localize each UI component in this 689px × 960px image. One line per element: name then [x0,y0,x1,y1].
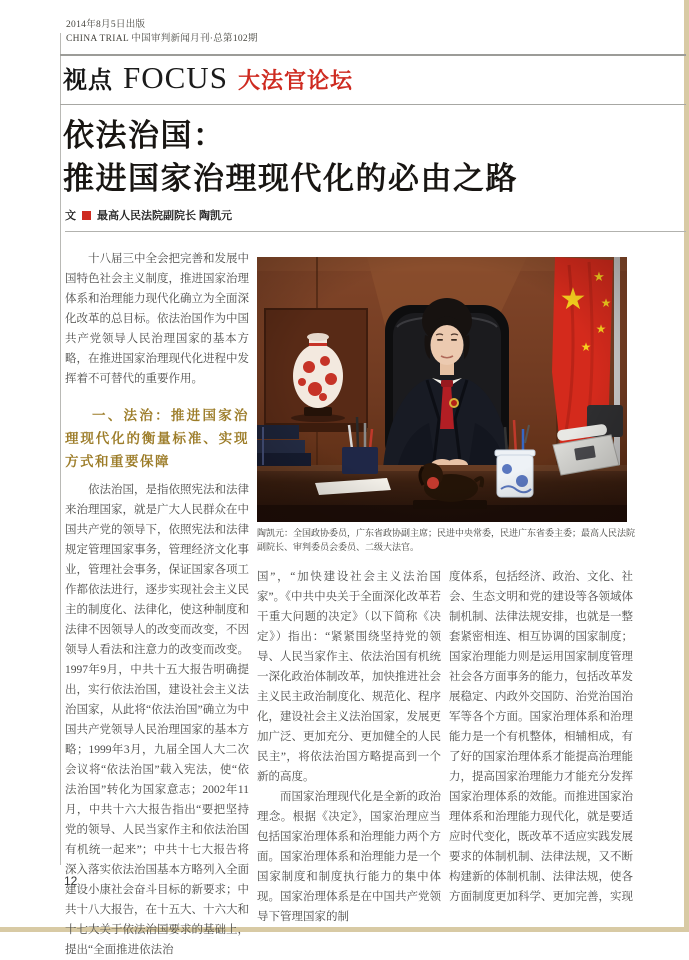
masthead-info [66,19,258,46]
section-header [63,60,353,102]
byline [65,207,232,223]
section-title-en: FOCUS [123,60,228,95]
left-margin-rule [60,33,61,865]
body-column-2 [257,567,441,927]
portrait-photo [257,257,627,522]
paragraph: 度体系，包括经济、政治、文化、社会、生态文明和党的建设等各领域体制机制、法律法规安排，也就是一整套紧密相连、相互协调的国家制度；国家治理能力则是运用国家制度管理社会各方面事务的能力，包括改革发展稳定、内政外交国防、治党治国治军等各个方面。国家治理体系和治理能力是一个有机整体，相辅相成，有了好的国家治理体系才能提高治理能力，提高国家治理能力才能充分发挥国家治理体系的效能。而推进国家治理体系和治理能力现代化，就是要适应时代变化，既改革不适应实践发展要求的体制机制、法律法规，又不断构建新的体制机制、法律法规，使各方面制度更加科学、更加完善，实现 [449,571,633,903]
byline-author: 最高人民法院副院长 陶凯元 [97,210,233,222]
paragraph: 十八届三中全会把完善和发展中国特色社会主义制度，推进国家治理体系和治理能力现代化确立为全面深化改革的总目标。依法治国作为中国共产党领导人民治理国家的基本方略，在推进国家治理现代化进程中发挥着不可替代的重要作用。 [65,253,249,385]
masthead-rule-top [60,54,686,56]
article-title [63,114,518,200]
publication-date: 2014年8月5日出版 [66,20,146,30]
body-column-3 [449,567,633,907]
article-title-line1: 依法治国： [63,118,226,153]
body-column-1 [65,249,249,960]
byline-label: 文 [65,210,76,222]
paragraph: 而国家治理现代化是全新的政治理念。根据《决定》，国家治理应当包括国家治理体系和治理能力两个方面。国家治理体系和治理能力是一个国家制度和制度执行能力的集中体现。国家治理体系是在中国共产党领导下管理国家的制 [257,791,441,923]
paragraph: 依法治国，是指依照宪法和法律来治理国家，就是广大人民群众在中国共产党的领导下，依照宪法和法律规定管理国家事务，管理经济文化事业，管理社会事务，保证国家各项工作都依法进行，逐步实现社会主义民主的制度化、法律化，使这种制度和法律不因领导人的改变而改变，不因领导人看法和注意力的改变而改变。1997年9月，中共十五大报告明确提出，实行依法治国，建设社会主义法治国家，从此将“依法治国”确立为中国共产党领导人民治理国家的基本方略；1999年3月，九届全国人大二次会议将“依法治国”载入宪法，使“依法治国”转化为国家意志；2002年11月，中共十六大报告指出“要把坚持党的领导、人民当家作主和依法治国有机统一起来”；中共十七大报告将深入落实依法治国基本方略列入全面建设小康社会奋斗目标的新要求；中共十八大报告，在十五大、十六大和十七大关于依法治国要求的基础上，提出“全面推进依法治 [65,484,249,956]
paragraph: 国”，“加快建设社会主义法治国家”。《中共中央关于全面深化改革若干重大问题的决定》（以下简称《决定》）指出：“紧紧围绕坚持党的领导、人民当家作主、依法治国有机统一深化政治体制改革，加快推进社会主义民主政治制度化、规范化、程序化，建设社会主义法治国家，发展更加广泛、更加充分、更加健全的人民民主”，将依法治国方略提高到一个新的高度。 [257,571,441,783]
photo-caption: 陶凯元：全国政协委员，广东省政协副主席；民进中央常委，民进广东省委主委；最高人民法院副院长、审判委员会委员、二级大法官。 [257,528,636,552]
page-number: 12 [64,874,78,888]
byline-red-square-icon [82,211,91,220]
column-title: 大法官论坛 [237,68,353,93]
journal-name-line: CHINA TRIAL 中国审判新闻月刊·总第102期 [66,33,258,44]
section-title-cn: 视点 [63,68,113,94]
scan-edge-right [684,0,689,932]
office-photo-illustration [257,257,627,522]
section-heading-1: 一、法治：推进国家治理现代化的衡量标准、实现方式和重要保障 [65,408,249,469]
article-title-line2: 推进国家治理现代化的必由之路 [63,161,518,196]
byline-rule [65,231,686,232]
masthead-rule-bottom [60,104,686,105]
